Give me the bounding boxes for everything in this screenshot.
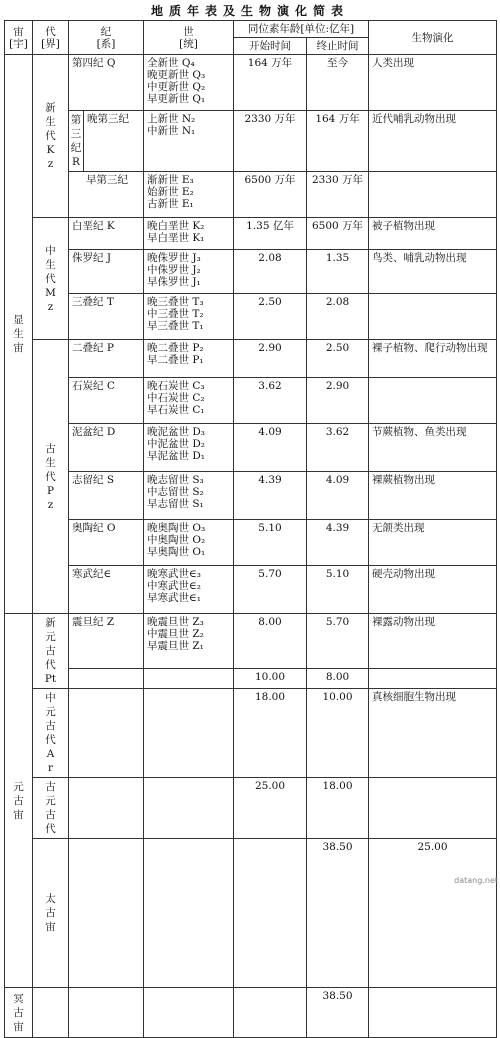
evolution-cell: 无颌类出现: [369, 520, 497, 566]
end-cell: 6500 万年: [307, 218, 369, 250]
header-epoch: 世 [统]: [144, 21, 234, 55]
evolution-cell: [369, 378, 497, 424]
period-cell: 第四纪 Q: [69, 55, 144, 111]
start-cell: 5.70: [234, 566, 307, 614]
start-cell: 1.35 亿年: [234, 218, 307, 250]
evolution-cell: 裸露动物出现: [369, 614, 497, 669]
table-row: [5, 839, 497, 988]
period-name: 早第三纪: [86, 174, 128, 186]
evolution-cell: 裸子植物、爬行动物出现: [369, 340, 497, 378]
table-row: [5, 566, 497, 614]
header-isotope-age: 同位素年龄[单位:亿年]: [234, 21, 369, 38]
header-period: 纪 [系]: [69, 21, 144, 55]
start-cell: 2.08: [234, 250, 307, 294]
table-row: [5, 472, 497, 520]
period-cell: 震旦纪 Z: [69, 614, 144, 669]
start-cell: 2.50: [234, 294, 307, 340]
start-cell: 10.00: [234, 668, 307, 688]
end-cell: 4.39: [307, 520, 369, 566]
start-cell: 18.00: [234, 689, 307, 778]
evolution-cell: 近代哺乳动物出现: [369, 111, 497, 172]
epoch-cell: 晚志留世 S₃ 中志留世 S₂ 早志留世 S₁: [144, 472, 234, 520]
epoch-cell: 晚石炭世 C₃ 中石炭世 C₂ 早石炭世 C₁: [144, 378, 234, 424]
evolution-cell: [369, 294, 497, 340]
table-row: [5, 55, 497, 111]
period-cell: [144, 839, 234, 988]
table-row: [5, 614, 497, 669]
start-cell: 38.50: [307, 839, 369, 988]
epoch-cell: 晚二叠世 P₂ 早二叠世 P₁: [144, 340, 234, 378]
start-cell: [234, 988, 307, 1038]
period-name: 晚第三纪: [87, 113, 129, 125]
eon-proterozoic: 元古宙: [5, 614, 33, 988]
epoch-cell: [234, 839, 307, 988]
era-paleoproterozoic: 古元古代: [33, 778, 69, 839]
era-mesozoic: 中生代Mz: [33, 218, 69, 340]
start-cell: 4.09: [234, 424, 307, 472]
period-cell: [69, 689, 144, 778]
header-eon: 宙 [宇]: [5, 21, 33, 55]
end-cell: 2330 万年: [307, 172, 369, 218]
period-cell: 泥盆纪 D: [69, 424, 144, 472]
end-cell: 10.00: [307, 689, 369, 778]
table-row: [5, 172, 497, 218]
evolution-cell: 硬壳动物出现: [369, 566, 497, 614]
table-row: [5, 689, 497, 778]
start-cell: 5.10: [234, 520, 307, 566]
era-neoproterozoic: 新元古代Pt: [33, 614, 69, 689]
table-row: [5, 668, 497, 688]
end-cell: 1.35: [307, 250, 369, 294]
period-cell: 三叠纪 T: [69, 294, 144, 340]
eon-archean: 太古宙: [33, 839, 69, 988]
epoch-cell: [144, 668, 234, 688]
end-cell: 4.09: [307, 472, 369, 520]
epoch-cell: 晚震旦世 Z₃ 中震旦世 Z₂ 早震旦世 Z₁: [144, 614, 234, 669]
start-cell: 2330 万年: [234, 111, 307, 172]
table-row: [5, 988, 497, 1038]
start-cell: 8.00: [234, 614, 307, 669]
end-cell: 5.10: [307, 566, 369, 614]
end-cell: 2.08: [307, 294, 369, 340]
era-cenozoic: 新生代Kz: [33, 55, 69, 218]
geologic-time-table: [4, 20, 497, 1038]
period-cell: [69, 668, 144, 688]
evolution-cell: 裸蕨植物出现: [369, 472, 497, 520]
period-cell: 寒武纪∈: [69, 566, 144, 614]
header-evolution: 生物演化: [369, 21, 497, 55]
end-cell: 18.00: [307, 778, 369, 839]
epoch-cell: 晚寒武世∈₃ 中寒武世∈₂ 早寒武世∈₁: [144, 566, 234, 614]
period-cell: 侏罗纪 J: [69, 250, 144, 294]
end-cell: 38.50: [307, 988, 369, 1038]
header-row: [5, 21, 497, 38]
table-row: [5, 340, 497, 378]
table-row: [5, 250, 497, 294]
period-cell: 二叠纪 P: [69, 340, 144, 378]
period-cell: [69, 172, 144, 218]
epoch-cell: 上新世 N₂ 中新世 N₁: [144, 111, 234, 172]
epoch-cell: 晚泥盆世 D₃ 中泥盆世 D₂ 早泥盆世 D₁: [144, 424, 234, 472]
epoch-cell: 晚侏罗世 J₃ 中侏罗世 J₂ 早侏罗世 J₁: [144, 250, 234, 294]
evolution-cell: 人类出现: [369, 55, 497, 111]
evolution-cell: [369, 988, 497, 1038]
header-end: 终止时间: [307, 38, 369, 55]
table-row: [5, 778, 497, 839]
end-cell: 25.00: [369, 839, 497, 988]
epoch-cell: 全新世 Q₄ 晚更新世 Q₃ 中更新世 Q₂ 早更新世 Q₁: [144, 55, 234, 111]
epoch-cell: [144, 988, 234, 1038]
start-cell: 164 万年: [234, 55, 307, 111]
start-cell: 3.62: [234, 378, 307, 424]
epoch-cell: [144, 778, 234, 839]
table-row: [5, 424, 497, 472]
period-cell: 奥陶纪 O: [69, 520, 144, 566]
start-cell: 2.90: [234, 340, 307, 378]
start-cell: 25.00: [234, 778, 307, 839]
end-cell: 3.62: [307, 424, 369, 472]
epoch-cell: 晚白垩世 K₂ 早白垩世 K₁: [144, 218, 234, 250]
eon-phanerozoic: 显生宙: [5, 55, 33, 614]
tertiary-label: 第三纪R: [69, 111, 84, 171]
period-cell: [69, 111, 144, 172]
era-cell-empty: [69, 839, 144, 988]
header-era: 代 [界]: [33, 21, 69, 55]
table-row: [5, 520, 497, 566]
evolution-cell: 被子植物出现: [369, 218, 497, 250]
evolution-cell: [369, 778, 497, 839]
end-cell: 164 万年: [307, 111, 369, 172]
table-row: [5, 111, 497, 172]
era-mesoproterozoic: 中元古代Ar: [33, 689, 69, 778]
period-cell: [69, 988, 144, 1038]
evolution-cell: 节蕨植物、鱼类出现: [369, 424, 497, 472]
epoch-cell: 渐新世 E₃ 始新世 E₂ 古新世 E₁: [144, 172, 234, 218]
evolution-cell: [369, 172, 497, 218]
end-cell: 至今: [307, 55, 369, 111]
header-start: 开始时间: [234, 38, 307, 55]
table-row: [5, 218, 497, 250]
end-cell: 5.70: [307, 614, 369, 669]
period-cell: 石炭纪 C: [69, 378, 144, 424]
era-cell-empty: [33, 988, 69, 1038]
table-row: [5, 378, 497, 424]
period-cell: 志留纪 S: [69, 472, 144, 520]
end-cell: 2.50: [307, 340, 369, 378]
start-cell: 4.39: [234, 472, 307, 520]
end-cell: 8.00: [307, 668, 369, 688]
end-cell: 2.90: [307, 378, 369, 424]
eon-hadean: 冥古宙: [5, 988, 33, 1038]
epoch-cell: 晚奥陶世 O₃ 中奥陶世 O₂ 早奥陶世 O₁: [144, 520, 234, 566]
evolution-cell: 鸟类、哺乳动物出现: [369, 250, 497, 294]
evolution-cell: 真核细胞生物出现: [369, 689, 497, 778]
page-title: 地质年表及生物演化简表: [150, 4, 349, 18]
epoch-cell: [144, 689, 234, 778]
period-cell: [69, 778, 144, 839]
evolution-cell: [369, 668, 497, 688]
epoch-cell: 晚三叠世 T₃ 中三叠世 T₂ 早三叠世 T₁: [144, 294, 234, 340]
start-cell: 6500 万年: [234, 172, 307, 218]
era-paleozoic: 古生代Pz: [33, 340, 69, 614]
watermark: datang.net: [454, 876, 498, 885]
table-row: [5, 294, 497, 340]
period-cell: 白垩纪 K: [69, 218, 144, 250]
